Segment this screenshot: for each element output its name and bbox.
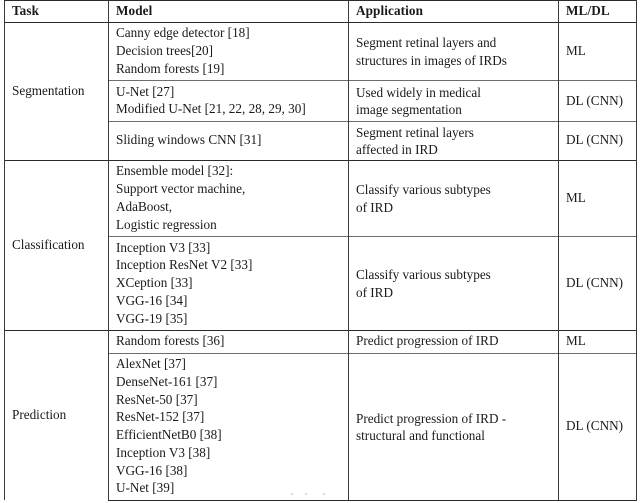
application-line: structures in images of IRDs	[356, 52, 507, 68]
mldl-cell: ML	[559, 330, 637, 353]
model-cell	[109, 353, 349, 500]
model-list	[116, 83, 342, 119]
model-cell	[109, 330, 349, 353]
application-line: Classify various subtypes	[356, 267, 491, 283]
model-item: VGG-19 [35]	[116, 310, 188, 326]
model-item: XCeption [33]	[116, 275, 193, 291]
ml-dl-methods-table	[4, 0, 637, 501]
column-header-task: Task	[5, 1, 109, 23]
mldl-cell: ML	[559, 22, 637, 80]
table-row	[5, 330, 637, 353]
application-line: Used widely in medical	[356, 84, 481, 100]
model-item: U-Net [27]	[116, 83, 175, 99]
model-list	[116, 333, 342, 351]
model-cell	[109, 81, 349, 122]
model-item: Random forests [19]	[116, 60, 225, 76]
model-item: Sliding windows CNN [31]	[116, 132, 262, 148]
model-item: Support vector machine,	[116, 181, 246, 197]
application-cell	[349, 121, 559, 160]
column-header-mldl: ML/DL	[559, 1, 637, 23]
application-line: image segmentation	[356, 101, 462, 117]
application-line: structural and functional	[356, 427, 485, 443]
model-list	[116, 25, 342, 78]
task-group-label: Classification	[5, 161, 109, 331]
application-line: Classify various subtypes	[356, 182, 491, 198]
model-cell	[109, 161, 349, 237]
model-cell	[109, 22, 349, 80]
model-item: Inception ResNet V2 [33]	[116, 257, 253, 273]
application-line: Predict progression of IRD	[356, 333, 499, 349]
model-list	[116, 356, 342, 498]
model-item: Inception V3 [33]	[116, 239, 211, 255]
application-line: affected in IRD	[356, 141, 438, 157]
table-header	[5, 1, 637, 23]
application-cell	[349, 22, 559, 80]
mldl-cell: DL (CNN)	[559, 121, 637, 160]
model-item: Random forests [36]	[116, 333, 225, 349]
application-line: Segment retinal layers	[356, 124, 474, 140]
mldl-cell: DL (CNN)	[559, 237, 637, 331]
table-row	[5, 22, 637, 80]
table-body	[5, 22, 637, 500]
model-cell	[109, 237, 349, 331]
header-row	[5, 1, 637, 23]
application-cell	[349, 330, 559, 353]
task-group-label: Segmentation	[5, 22, 109, 160]
application-cell	[349, 81, 559, 122]
task-group-label: Prediction	[5, 330, 109, 500]
model-cell	[109, 121, 349, 160]
model-item: Canny edge detector [18]	[116, 25, 250, 41]
model-list	[116, 163, 342, 234]
model-item: VGG-16 [34]	[116, 292, 188, 308]
application-line: Segment retinal layers and	[356, 35, 497, 51]
model-item: Inception V3 [38]	[116, 444, 211, 460]
model-item: EfficientNetB0 [38]	[116, 427, 222, 443]
model-item: Logistic regression	[116, 216, 217, 232]
model-item: Modified U-Net [21, 22, 28, 29, 30]	[116, 101, 306, 117]
mldl-cell: DL (CNN)	[559, 353, 637, 500]
model-item: DenseNet-161 [37]	[116, 373, 218, 389]
application-line: Predict progression of IRD -	[356, 410, 507, 426]
model-item: Decision trees[20]	[116, 43, 214, 59]
model-item: AdaBoost,	[116, 199, 173, 214]
application-cell	[349, 353, 559, 500]
model-item: VGG-16 [38]	[116, 462, 188, 478]
application-cell	[349, 161, 559, 237]
model-item: ResNet-50 [37]	[116, 391, 198, 407]
page-artifact	[286, 492, 332, 497]
column-header-model: Model	[109, 1, 349, 23]
model-list	[116, 239, 342, 328]
model-item: AlexNet [37]	[116, 356, 186, 372]
table-row	[5, 161, 637, 237]
application-line: of IRD	[356, 199, 393, 215]
mldl-cell: DL (CNN)	[559, 81, 637, 122]
model-item: Ensemble model [32]:	[116, 163, 234, 179]
column-header-application: Application	[349, 1, 559, 23]
model-item: U-Net [39]	[116, 480, 175, 496]
model-item: ResNet-152 [37]	[116, 409, 205, 425]
application-line: of IRD	[356, 284, 393, 300]
model-list	[116, 132, 342, 150]
application-cell	[349, 237, 559, 331]
mldl-cell: ML	[559, 161, 637, 237]
